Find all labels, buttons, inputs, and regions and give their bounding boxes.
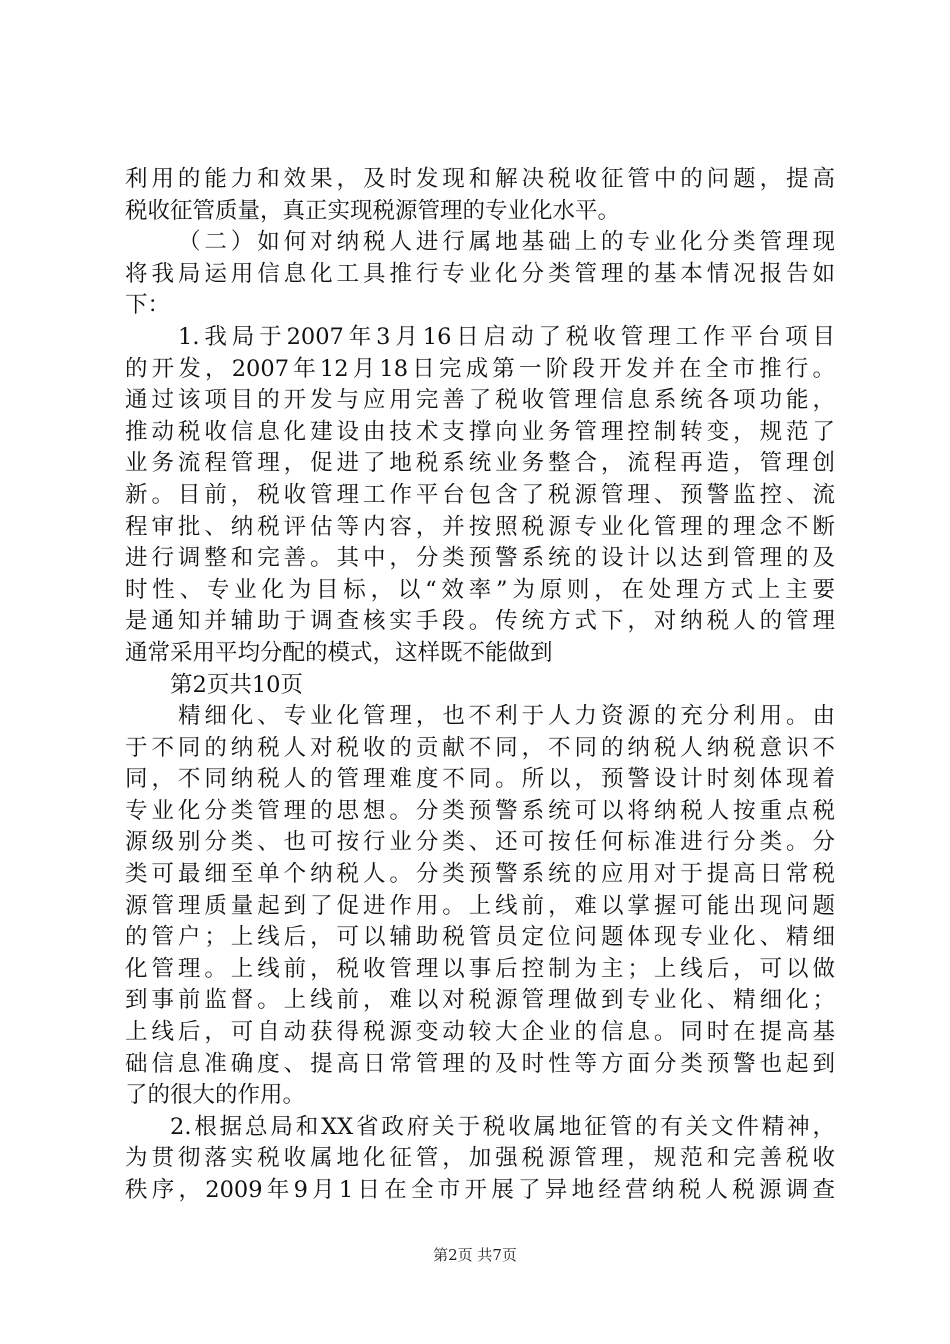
inline-page-number: 第2页共10页 [170, 671, 303, 698]
text-line: 源级别分类、也可按行业分类、还可按任何标准进行分类。分 [125, 829, 835, 856]
text-line: 推动税收信息化建设由技术支撑向业务管理控制转变，规范了 [125, 418, 835, 445]
text-line: 2.根据总局和XX省政府关于税收属地征管的有关文件精神， [170, 1113, 835, 1140]
text-line: 的管户；上线后，可以辅助税管员定位问题体现专业化、精细 [125, 924, 835, 951]
text-line: 上线后，可自动获得税源变动较大企业的信息。同时在提高基 [125, 1019, 835, 1046]
text-line: （二）如何对纳税人进行属地基础上的专业化分类管理现 [178, 229, 835, 256]
text-line: 源管理质量起到了促进作用。上线前，难以掌握可能出现问题 [125, 892, 835, 919]
text-line: 进行调整和完善。其中，分类预警系统的设计以达到管理的及 [125, 545, 835, 572]
text-line: 于不同的纳税人对税收的贡献不同，不同的纳税人纳税意识不 [125, 734, 835, 761]
text-line: 将我局运用信息化工具推行专业化分类管理的基本情况报告如 [125, 260, 835, 287]
text-line: 业务流程管理，促进了地税系统业务整合，流程再造，管理创 [125, 450, 835, 477]
text-line: 了的很大的作用。 [125, 1082, 306, 1109]
text-line: 税收征管质量，真正实现税源管理的专业化水平。 [125, 197, 621, 224]
text-line: 程审批、纳税评估等内容，并按照税源专业化管理的理念不断 [125, 513, 835, 540]
text-line: 类可最细至单个纳税人。分类预警系统的应用对于提高日常税 [125, 861, 835, 888]
text-line: 专业化分类管理的思想。分类预警系统可以将纳税人按重点税 [125, 797, 835, 824]
text-line: 础信息准确度、提高日常管理的及时性等方面分类预警也起到 [125, 1050, 835, 1077]
text-line: 通常采用平均分配的模式，这样既不能做到 [125, 639, 553, 666]
text-line: 下： [125, 292, 171, 319]
text-line: 化管理。上线前，税收管理以事后控制为主；上线后，可以做 [125, 955, 835, 982]
text-line: 是通知并辅助于调查核实手段。传统方式下，对纳税人的管理 [125, 608, 835, 635]
text-line: 新。目前，税收管理工作平台包含了税源管理、预警监控、流 [125, 481, 835, 508]
text-line: 秩序，2009年9月1日在全市开展了异地经营纳税人税源调查 [125, 1177, 835, 1203]
text-line: 为贯彻落实税收属地化征管，加强税源管理，规范和完善税收 [125, 1145, 835, 1172]
text-line: 到事前监督。上线前，难以对税源管理做到专业化、精细化； [125, 987, 835, 1014]
text-line: 的开发，2007年12月18日完成第一阶段开发并在全市推行。 [125, 355, 835, 382]
footer-page-label: 第2页 共7页 [433, 1246, 517, 1264]
document-body [125, 164, 835, 1207]
text-line: 同，不同纳税人的管理难度不同。所以，预警设计时刻体现着 [125, 766, 835, 793]
text-line: 利用的能力和效果，及时发现和解决税收征管中的问题，提高 [125, 166, 835, 192]
text-line: 精细化、专业化管理，也不利于人力资源的充分利用。由 [178, 703, 835, 730]
text-line: 时性、专业化为目标，以“效率”为原则，在处理方式上主要 [125, 576, 835, 603]
text-line: 通过该项目的开发与应用完善了税收管理信息系统各项功能， [125, 387, 835, 414]
text-line: 1.我局于2007年3月16日启动了税收管理工作平台项目 [178, 323, 835, 350]
page-footer [0, 1245, 950, 1265]
